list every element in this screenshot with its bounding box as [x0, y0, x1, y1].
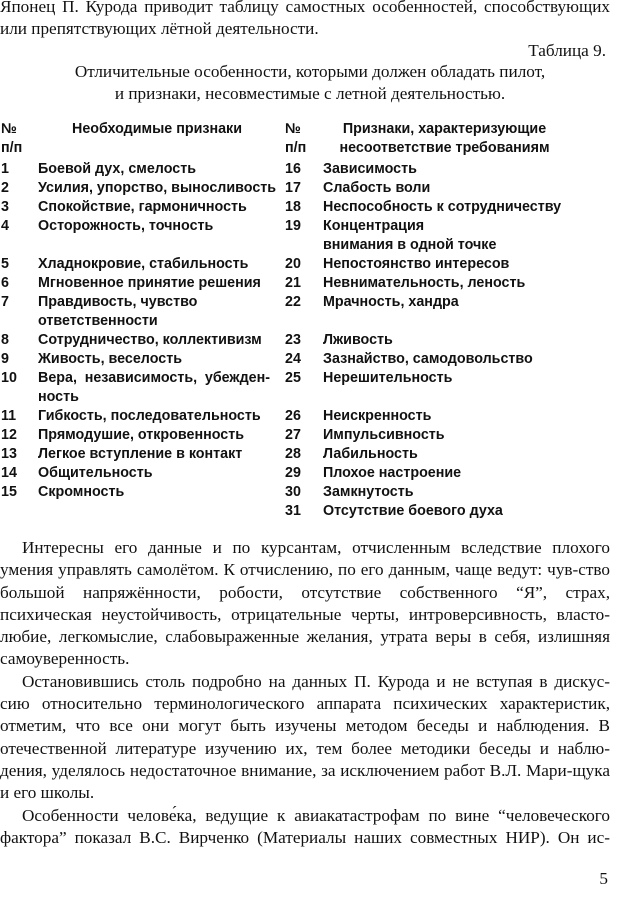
- row-text: Легкое вступление в контакт: [38, 446, 243, 462]
- row-number: 29: [285, 465, 301, 481]
- row-text: Слабость воли: [323, 180, 431, 196]
- unsuitable-traits-column: [285, 160, 585, 521]
- required-traits-column: [0, 160, 280, 502]
- row-number: 18: [285, 199, 301, 215]
- paragraph-terminology: Остановившись столь подробно на данных П. Курода и не вступая в дискус-сию относительно терминологического аппарата психических характеристик, отметим, что все они могут быть изучены методом беседы и наблюдения. В отечественной литературе изучению их, тем более методики беседы и наблю-дения, уделялось недостаточное внимание, за исключением работ В.Л. Мари-щука и его школы.: [0, 671, 610, 803]
- row-number: 26: [285, 408, 301, 424]
- table-row: [285, 274, 585, 293]
- row-text: Общительность: [38, 465, 153, 481]
- row-number: 11: [1, 408, 17, 424]
- row-number: 12: [1, 427, 17, 443]
- table-row: [0, 179, 280, 198]
- table-row: [285, 331, 585, 350]
- table-row: [0, 445, 280, 464]
- table-row: [285, 350, 585, 369]
- right-header-pp: п/п: [285, 140, 307, 156]
- row-number: 20: [285, 256, 301, 272]
- row-text: Боевой дух, смелость: [38, 161, 196, 177]
- row-number: 19: [285, 218, 301, 234]
- row-text: Лабильность: [323, 446, 418, 462]
- table-caption-line-2: и признаки, несовместимые с летной деятельностью.: [114, 84, 506, 103]
- row-number: 22: [285, 294, 301, 310]
- row-text: Отсутствие боевого духа: [323, 503, 503, 519]
- row-text: Импульсивность: [323, 427, 445, 443]
- row-number: 14: [1, 465, 17, 481]
- row-text: Живость, веселость: [38, 351, 182, 367]
- row-text: Гибкость, последовательность: [38, 408, 261, 424]
- table-row: [0, 274, 280, 293]
- right-header-number: №: [285, 121, 301, 137]
- row-text: Сотрудничество, коллективизм: [38, 332, 262, 348]
- right-header-title: [322, 120, 567, 158]
- table-row: [285, 160, 585, 179]
- table-row: [285, 217, 585, 255]
- table-row: [0, 217, 280, 255]
- row-text: Лживость: [323, 332, 393, 348]
- row-number: 5: [1, 256, 9, 272]
- table-row: [0, 407, 280, 426]
- table-row: [0, 369, 280, 407]
- row-text: Прямодушие, откровенность: [38, 427, 245, 443]
- table-header: [0, 120, 600, 158]
- table-row: [285, 179, 585, 198]
- paragraph-cadets: Интересны его данные и по курсантам, отчисленным вследствие плохого умения управлять самолётом. К отчислению, по его данным, чаще ведут: чув-ство большой напряжённости, робости, отсутствие собственного “Я”, страх, психическая неустойчивость, отрицательные черты, интроверсивность, власто-любие, легкомыслие, слабовыраженные желания, утрата веры в себя, излишняя самоуверенность.: [0, 538, 610, 669]
- row-number: 6: [1, 275, 9, 291]
- row-text: Спокойствие, гармоничность: [38, 199, 247, 215]
- row-text: Усилия, упорство, выносливость: [38, 180, 277, 196]
- row-number: 1: [1, 161, 9, 177]
- table-row: [0, 255, 280, 274]
- row-number: 9: [1, 351, 9, 367]
- row-text: Хладнокровие, стабильность: [38, 256, 249, 272]
- row-number: 24: [285, 351, 301, 367]
- row-text: Замкнутость: [323, 484, 414, 500]
- row-number: 7: [1, 294, 9, 310]
- row-number: 28: [285, 446, 301, 462]
- row-text: Осторожность, точность: [38, 218, 214, 234]
- row-text: Концентрация внимания в одной точке: [323, 218, 497, 253]
- left-header-pp: п/п: [1, 140, 23, 156]
- row-text: Скромность: [38, 484, 125, 500]
- row-number: 3: [1, 199, 9, 215]
- row-text: Невнимательность, леность: [323, 275, 526, 291]
- row-text: Неискренность: [323, 408, 432, 424]
- table-row: [285, 445, 585, 464]
- intro-paragraph: Японец П. Курода приводит таблицу самостных особенностей, способствующих или препятствующих лётной деятельности.: [0, 0, 610, 38]
- table-caption-line-1: Отличительные особенности, которыми должен обладать пилот,: [74, 62, 546, 81]
- table-row: [285, 198, 585, 217]
- table-row: [0, 483, 280, 502]
- table-row: [285, 407, 585, 426]
- row-text: Вера, независимость, убежден-ность: [38, 370, 270, 405]
- table-row: [285, 293, 585, 331]
- row-number: 25: [285, 370, 301, 386]
- row-number: 16: [285, 161, 301, 177]
- row-text: Непостоянство интересов: [323, 256, 510, 272]
- table-row: [0, 198, 280, 217]
- table-row: [285, 464, 585, 483]
- row-number: 30: [285, 484, 301, 500]
- table-label: Таблица 9.: [528, 41, 606, 60]
- row-number: 4: [1, 218, 9, 234]
- table-row: [285, 502, 585, 521]
- row-text: Нерешительность: [323, 370, 453, 386]
- table-caption: [0, 61, 620, 105]
- row-text: Правдивость, чувство ответственности: [38, 294, 198, 329]
- page-number: 5: [599, 869, 608, 888]
- row-number: 2: [1, 180, 9, 196]
- row-number: 17: [285, 180, 301, 196]
- table-row: [285, 426, 585, 445]
- right-header-title-line-1: Признаки, характеризующие: [342, 121, 547, 137]
- row-number: 13: [1, 446, 17, 462]
- left-header-number: №: [1, 121, 17, 137]
- table-row: [285, 369, 585, 407]
- row-text: Неспособность к сотрудничеству: [323, 199, 562, 215]
- row-number: 10: [1, 370, 17, 386]
- row-number: 8: [1, 332, 9, 348]
- table-row: [285, 483, 585, 502]
- table-row: [0, 160, 280, 179]
- row-number: 27: [285, 427, 301, 443]
- row-text: Зазнайство, самодовольство: [323, 351, 533, 367]
- row-number: 23: [285, 332, 301, 348]
- row-number: 15: [1, 484, 17, 500]
- table-row: [0, 293, 280, 331]
- row-text: Мгновенное принятие решения: [38, 275, 261, 291]
- table-row: [285, 255, 585, 274]
- row-number: 31: [285, 503, 301, 519]
- body-text: [0, 537, 610, 849]
- table-row: [0, 426, 280, 445]
- right-header-title-line-2: несоответствие требованиям: [339, 140, 550, 156]
- left-header-title: Необходимые признаки: [72, 121, 242, 137]
- paragraph-human-factor: Особенности челове́ка, ведущие к авиакатастрофам по вине “человеческого фактора” показал В.С. Вирченко (Материалы наших совместных НИР). Он ис-: [0, 805, 610, 847]
- row-text: Зависимость: [323, 161, 417, 177]
- row-number: 21: [285, 275, 301, 291]
- table-row: [0, 464, 280, 483]
- table-row: [0, 350, 280, 369]
- row-text: Мрачность, хандра: [323, 294, 459, 310]
- row-text: Плохое настроение: [323, 465, 462, 481]
- table-row: [0, 331, 280, 350]
